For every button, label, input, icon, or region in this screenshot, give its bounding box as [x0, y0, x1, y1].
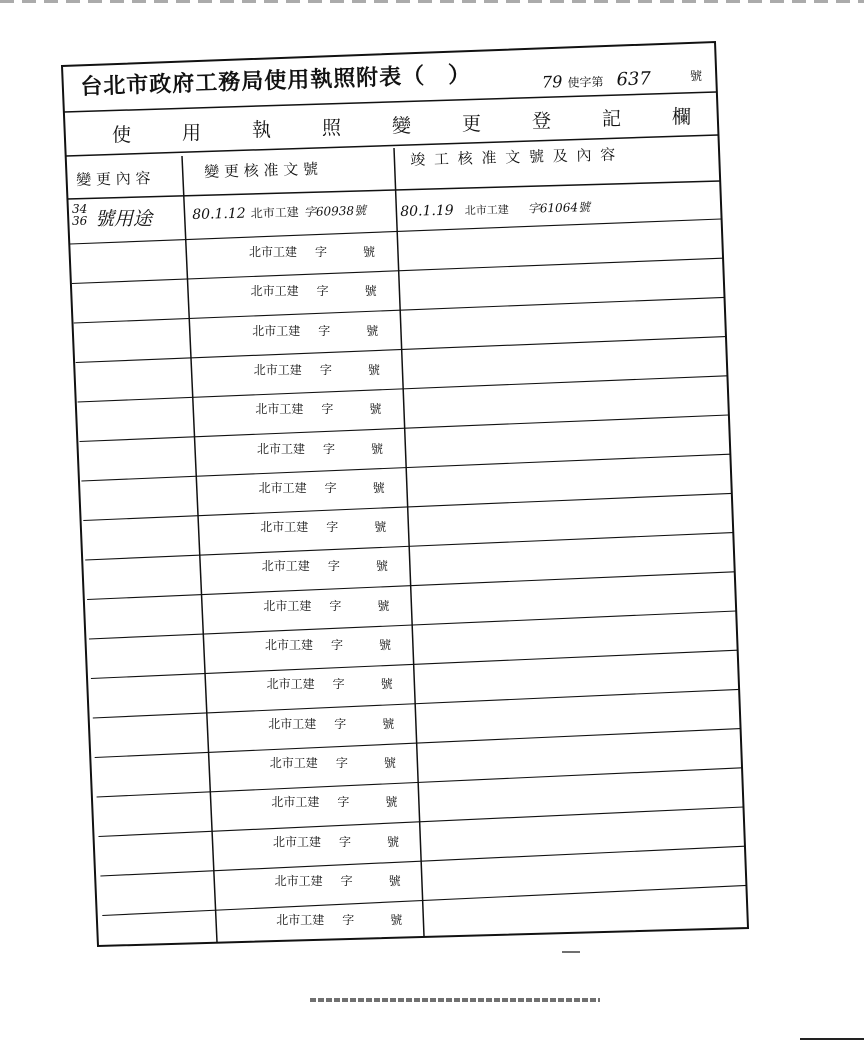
- stamp-char: 字: [324, 480, 337, 495]
- stamp-char: 字: [335, 755, 348, 770]
- stamp-suffix: 號: [371, 441, 384, 456]
- section-title-char: 執: [252, 119, 272, 142]
- stamp-row: [262, 560, 388, 572]
- section-title-char: 更: [462, 112, 482, 135]
- form-title: 台北市政府工務局使用執照附表（ ）: [79, 61, 472, 100]
- stamp-row: [270, 757, 396, 769]
- stamp-org: 北市工建: [265, 638, 314, 652]
- stamp-char: 字: [342, 913, 355, 928]
- scan-noise-bottom: [310, 998, 600, 1002]
- stamp-org: 北市工建: [255, 402, 304, 417]
- stamp-row: [263, 600, 389, 612]
- completion-number: 字61064號: [527, 200, 591, 216]
- stamp-row: [275, 875, 401, 887]
- stamp-row: [265, 639, 391, 651]
- ref-suffix: 號: [690, 69, 703, 83]
- stamp-org: 北市工建: [252, 323, 301, 338]
- row-line: [72, 258, 723, 283]
- row-line: [70, 219, 721, 244]
- stamp-suffix: 號: [377, 598, 390, 613]
- row-lines: [70, 219, 747, 916]
- stamp-char: 字: [327, 559, 340, 574]
- stamp-row: [271, 796, 397, 808]
- column-header-approval-doc: 變 更 核 准 文 號: [203, 160, 319, 181]
- stamp-suffix: 號: [366, 323, 379, 338]
- column-divider-2: [394, 148, 424, 936]
- section-rule: [66, 135, 718, 156]
- column-header-change-content: 變 更 內 容: [75, 169, 151, 189]
- stamp-org: 北市工建: [253, 362, 302, 377]
- section-title-char: 照: [322, 117, 342, 140]
- section-title-char: 變: [392, 114, 412, 137]
- ref-number: 637: [616, 68, 652, 91]
- stamp-org: 北市工建: [276, 913, 325, 928]
- stamp-suffix: 號: [387, 834, 400, 849]
- stamp-org: 北市工建: [263, 598, 312, 613]
- stamp-row: [249, 246, 375, 258]
- section-title-char: 用: [182, 121, 202, 144]
- approval-date: 80.1.12: [192, 205, 246, 223]
- stamp-org: 北市工建: [268, 716, 317, 731]
- stamp-row: [268, 718, 394, 730]
- row-line: [99, 807, 744, 837]
- stamp-suffix: 號: [372, 480, 385, 495]
- ref-prefix: 使字第: [567, 74, 604, 90]
- row-line: [74, 297, 724, 323]
- stamp-suffix: 號: [383, 755, 396, 770]
- stamp-row: [254, 364, 380, 376]
- column-header-completion-doc: 竣 工 核 准 文 號 及 內 容: [409, 145, 618, 169]
- column-divider-1: [182, 156, 217, 942]
- stamp-org: 北市工建: [274, 873, 323, 888]
- stamp-row: [273, 836, 399, 848]
- form-border: [62, 42, 748, 946]
- stamp-row: [251, 285, 377, 297]
- stamp-suffix: 號: [380, 677, 393, 692]
- stamp-char: 字: [326, 520, 339, 535]
- stamp-suffix: 號: [385, 795, 398, 810]
- stamp-suffix: 號: [364, 284, 377, 299]
- stamp-suffix: 號: [375, 559, 388, 574]
- section-title-char: 欄: [672, 105, 692, 128]
- stamp-row: [252, 325, 378, 337]
- stamp-org: 北市工建: [269, 755, 318, 770]
- section-title-char: 使: [112, 124, 132, 146]
- stamp-org: 北市工建: [249, 245, 298, 259]
- row-line: [102, 885, 746, 915]
- stamp-char: 字: [339, 834, 352, 849]
- stamp-row: [260, 521, 386, 533]
- ref-year: 79: [541, 72, 563, 92]
- stamp-char: 字: [315, 245, 328, 259]
- stamp-char: 字: [319, 362, 332, 377]
- stamp-suffix: 號: [390, 913, 403, 928]
- column-header-rule: [67, 181, 720, 199]
- stamp-org: 北市工建: [261, 559, 310, 574]
- change-content-numbers: 34 36: [72, 202, 88, 228]
- stamp-org: 北市工建: [266, 677, 315, 692]
- stamp-org: 北市工建: [260, 520, 309, 535]
- stamp-row: [267, 678, 393, 690]
- stamp-char: 字: [321, 402, 334, 417]
- stamp-char: 字: [340, 873, 353, 888]
- stamp-char: 字: [329, 598, 342, 613]
- stamp-row: [259, 482, 385, 494]
- stamp-char: 字: [332, 677, 345, 692]
- stamp-suffix: 號: [379, 638, 392, 652]
- stamp-char: 字: [318, 323, 331, 338]
- section-title-char: 登: [532, 110, 552, 133]
- approval-org: 北市工建: [250, 205, 299, 221]
- stamp-suffix: 號: [388, 873, 401, 888]
- stamp-char: 字: [323, 441, 336, 456]
- stamp-suffix: 號: [363, 245, 376, 259]
- stamp-org: 北市工建: [273, 834, 322, 849]
- stamp-org: 北市工建: [250, 284, 299, 299]
- stamp-suffix: 號: [367, 362, 380, 377]
- stamp-char: 字: [316, 284, 329, 299]
- stamp-row: [276, 914, 402, 926]
- row-line: [100, 846, 745, 876]
- stamp-suffix: 號: [374, 520, 387, 535]
- completion-org: 北市工建: [464, 203, 509, 218]
- stamp-row: [257, 443, 383, 455]
- stamp-org: 北市工建: [271, 795, 320, 810]
- completion-date: 80.1.19: [400, 202, 454, 220]
- stamp-suffix: 號: [369, 402, 382, 417]
- stamp-suffix: 號: [382, 716, 395, 731]
- stamp-org: 北市工建: [258, 480, 307, 495]
- section-title-char: 記: [602, 107, 622, 130]
- stamp-char: 字: [331, 638, 344, 652]
- stamp-char: 字: [337, 795, 350, 810]
- row-line: [97, 768, 742, 797]
- scan-mark: [562, 951, 580, 953]
- approval-number: 字60938號: [303, 203, 367, 220]
- stamp-char: 字: [334, 716, 347, 731]
- stamp-org: 北市工建: [257, 441, 306, 456]
- change-content-text: 號用途: [95, 208, 153, 230]
- stamp-row: [255, 403, 381, 415]
- reference-number: [542, 70, 651, 91]
